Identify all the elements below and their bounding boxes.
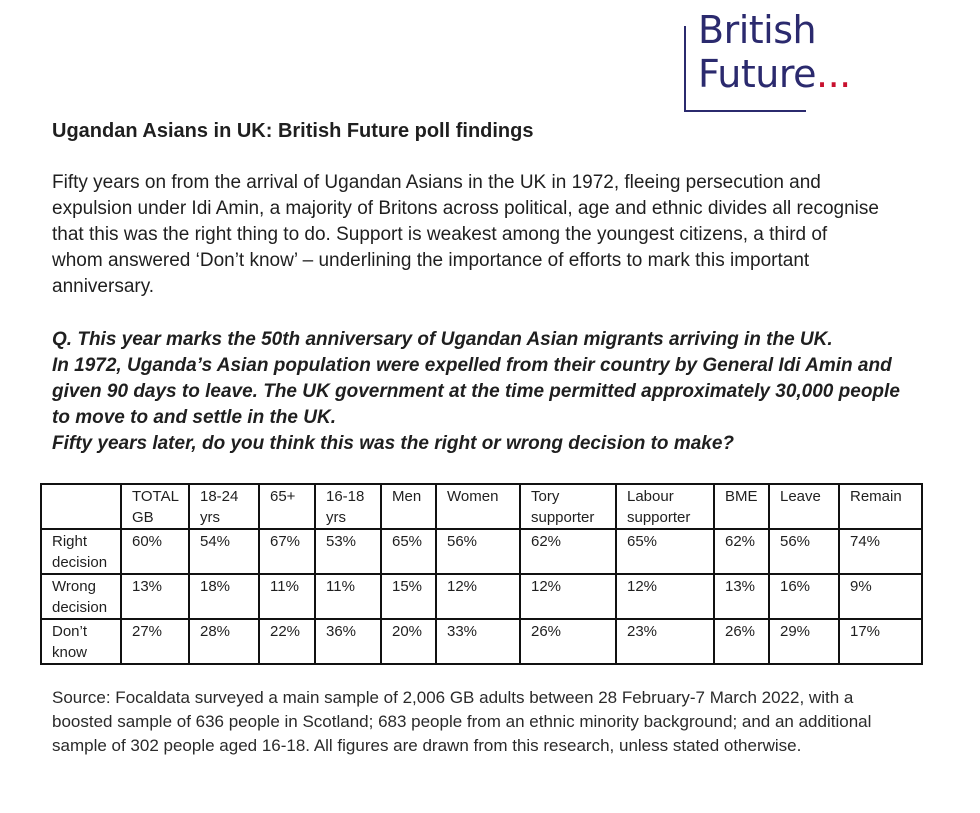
page-title: Ugandan Asians in UK: British Future poll findings [52,120,534,142]
header-cell: Leave [769,484,839,529]
british-future-logo [684,8,884,116]
logo-bracket-base [684,110,806,112]
table-cell: 67% [259,529,315,574]
table-cell: 12% [436,574,520,619]
table-cell: 13% [714,574,769,619]
table-row [41,574,922,619]
table-cell: 56% [436,529,520,574]
table-cell: 12% [520,574,616,619]
table-cell: 56% [769,529,839,574]
table-cell: 74% [839,529,922,574]
table-cell: 16% [769,574,839,619]
row-label: Wrong decision [41,574,121,619]
header-cell: BME [714,484,769,529]
table-cell: 54% [189,529,259,574]
table-cell: 11% [259,574,315,619]
poll-question [52,327,912,457]
question-line-3: Fifty years later, do you think this was the right or wrong decision to make? [52,433,735,454]
table-cell: 29% [769,619,839,664]
header-cell: TOTAL GB [121,484,189,529]
intro-paragraph: Fifty years on from the arrival of Ugandan Asians in the UK in 1972, fleeing persecution and expulsion under Idi Amin, a majority of Britons across political, age and ethnic divides all recognise that this was the right thing to do. Support is weakest among the youngest citizens, a third of whom answered ‘Don’t know’ – underlining the importance of efforts to mark this important anniversary. [52,172,879,297]
header-cell: Men [381,484,436,529]
table-cell: 60% [121,529,189,574]
table-row [41,619,922,664]
table-cell: 15% [381,574,436,619]
table-cell: 33% [436,619,520,664]
header-cell: 65+ [259,484,315,529]
question-line-1: Q. This year marks the 50th anniversary of Ugandan Asian migrants arriving in the UK. [52,329,833,350]
table-row [41,529,922,574]
table-cell: 22% [259,619,315,664]
row-label: Right decision [41,529,121,574]
header-cell: 16-18 yrs [315,484,381,529]
header-cell: Labour supporter [616,484,714,529]
table-cell: 20% [381,619,436,664]
table-cell: 53% [315,529,381,574]
header-cell: 18-24 yrs [189,484,259,529]
header-cell: Tory supporter [520,484,616,529]
logo-future-text: Future [698,52,817,96]
logo-word-future [698,54,851,94]
table-cell: 13% [121,574,189,619]
table-cell: 36% [315,619,381,664]
header-cell-empty [41,484,121,529]
table-cell: 27% [121,619,189,664]
table-cell: 23% [616,619,714,664]
logo-ellipsis: ... [816,52,851,96]
poll-results-table [40,483,923,665]
table-cell: 11% [315,574,381,619]
header-cell: Remain [839,484,922,529]
table-cell: 62% [520,529,616,574]
header-cell: Women [436,484,520,529]
table-cell: 18% [189,574,259,619]
table-cell: 12% [616,574,714,619]
table-cell: 65% [616,529,714,574]
table-cell: 62% [714,529,769,574]
table-cell: 28% [189,619,259,664]
table-header-row [41,484,922,529]
table-cell: 9% [839,574,922,619]
source-note: Source: Focaldata surveyed a main sample of 2,006 GB adults between 28 February-7 March 2022, with a boosted sample of 636 people in Scotland; 683 people from an ethnic minority background; and an additional sample of 302 people aged 16-18. All figures are drawn from this research, unless stated otherwise. [52,688,872,755]
question-line-2: In 1972, Uganda’s Asian population were expelled from their country by General Idi Amin and given 90 days to leave. The UK government at the time permitted approximately 30,000 people to move to and settle in the UK. [52,355,900,428]
table-cell: 65% [381,529,436,574]
logo-bracket-vertical [684,26,686,112]
logo-word-british: British [698,8,817,52]
table-cell: 26% [714,619,769,664]
table-cell: 26% [520,619,616,664]
table-cell: 17% [839,619,922,664]
row-label: Don’t know [41,619,121,664]
